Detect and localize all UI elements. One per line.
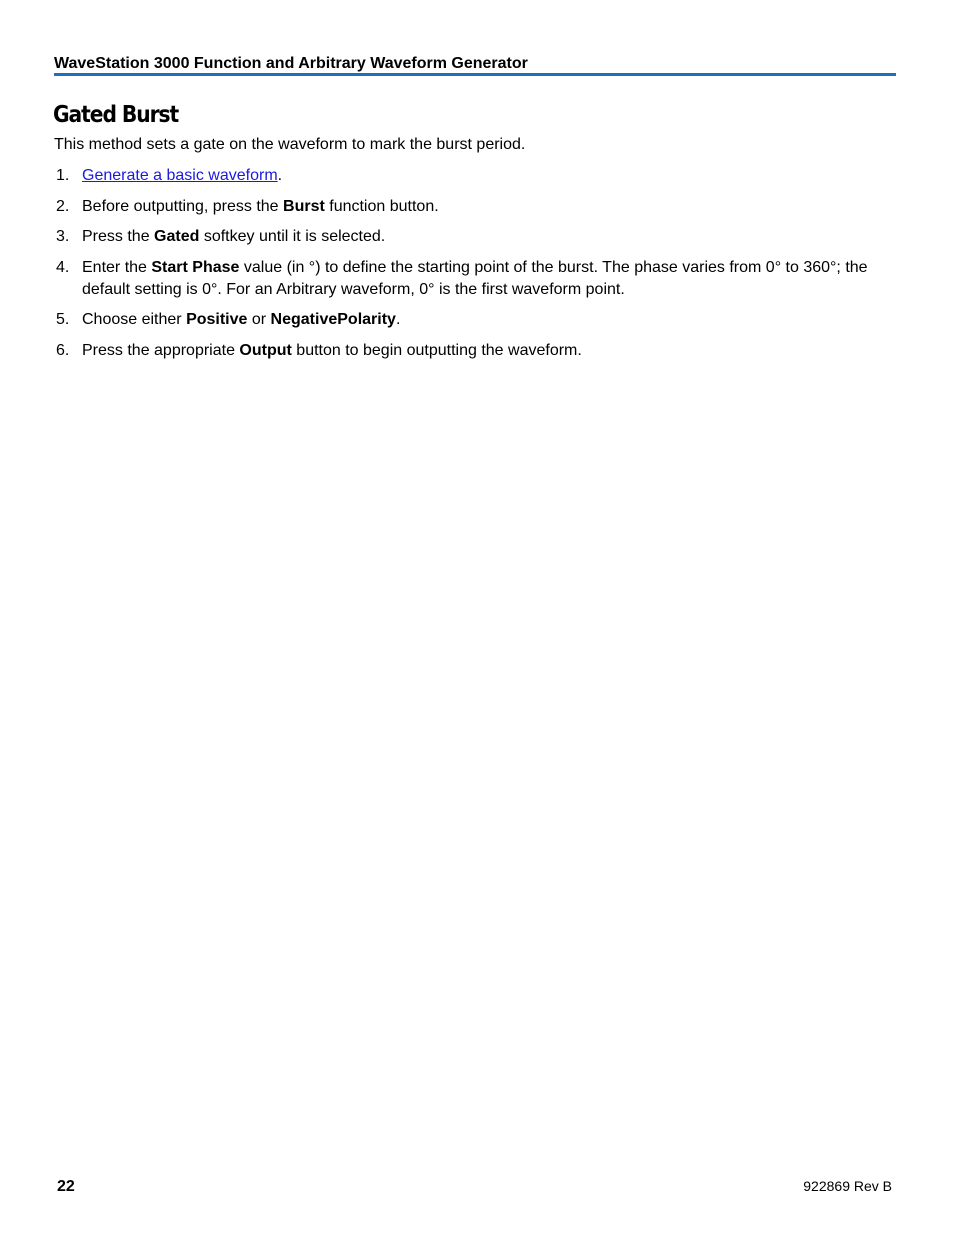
document-revision: 922869 Rev B bbox=[803, 1178, 892, 1194]
step-text bbox=[82, 198, 439, 215]
burst-keyword: Burst bbox=[283, 197, 325, 215]
step-text-after: function button. bbox=[324, 197, 439, 215]
step-text bbox=[82, 228, 385, 245]
step-text bbox=[82, 311, 400, 328]
step-text-before: Press the bbox=[82, 228, 155, 245]
section-title: Gated Burst bbox=[53, 102, 179, 128]
step-6 bbox=[54, 340, 874, 362]
step-number: 6. bbox=[56, 341, 70, 359]
positive-keyword: Positive bbox=[186, 311, 248, 328]
page-number: 22 bbox=[57, 1178, 75, 1195]
step-text bbox=[82, 259, 868, 298]
step-3 bbox=[54, 226, 874, 248]
step-text-before: Choose either bbox=[82, 311, 187, 328]
steps-list bbox=[54, 165, 874, 370]
step-text-after: value (in °) to define the starting point of the burst. The phase varies from 0° to 360°; the default setting is 0°. For an Arbitrary waveform, 0° is the first waveform point. bbox=[82, 258, 868, 298]
step-number: 2. bbox=[56, 197, 70, 215]
step-text-before: Enter the bbox=[82, 258, 152, 276]
step-text-after: button to begin outputting the waveform. bbox=[291, 341, 582, 359]
step-4 bbox=[54, 257, 874, 301]
step-text-suffix: . bbox=[277, 167, 283, 184]
step-text bbox=[82, 167, 282, 184]
step-number: 4. bbox=[56, 258, 70, 276]
start-phase-keyword: Start Phase bbox=[151, 258, 240, 276]
intro-paragraph: This method sets a gate on the waveform to mark the burst period. bbox=[54, 136, 526, 153]
step-number: 3. bbox=[56, 228, 70, 245]
step-1 bbox=[54, 165, 874, 187]
gated-keyword: Gated bbox=[154, 228, 200, 245]
running-header: WaveStation 3000 Function and Arbitrary Waveform Generator bbox=[54, 55, 528, 72]
step-number: 1. bbox=[56, 167, 70, 184]
step-number: 5. bbox=[56, 311, 70, 328]
step-2 bbox=[54, 196, 874, 218]
step-text-middle: or bbox=[247, 311, 271, 328]
header-rule bbox=[54, 73, 896, 76]
step-text-before: Press the appropriate bbox=[82, 341, 240, 359]
negative-polarity-keyword: NegativePolarity bbox=[270, 311, 396, 328]
step-text bbox=[82, 342, 582, 359]
output-keyword: Output bbox=[239, 341, 292, 359]
step-text-after: . bbox=[395, 311, 401, 328]
step-5 bbox=[54, 309, 874, 331]
step-text-before: Before outputting, press the bbox=[82, 197, 284, 215]
step-text-after: softkey until it is selected. bbox=[199, 228, 386, 245]
generate-basic-waveform-link[interactable]: Generate a basic waveform bbox=[82, 167, 278, 184]
